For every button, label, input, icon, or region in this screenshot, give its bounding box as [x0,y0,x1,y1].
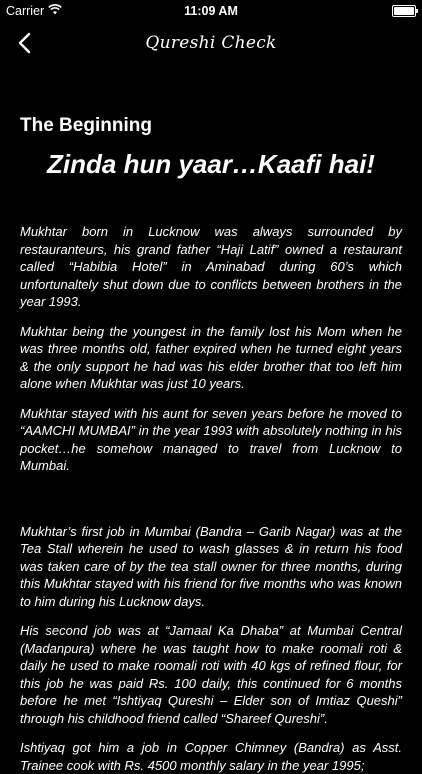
status-bar [0,0,422,22]
paragraph: Mukhtar stayed with his aunt for seven years before he moved to “AAMCHI MUMBAI” in the year 1993 with absolutely nothing in his pocket…he somehow managed to travel from Lucknow to Mumbai. [20,405,402,473]
battery-icon [392,5,416,17]
headline: Zinda hun yaar…Kaafi hai! [47,149,375,179]
nav-title: Qureshi Check [145,33,277,53]
article-content [0,115,422,774]
paragraph: His second job was at “Jamaal Ka Dhaba” at Mumbai Central (Madanpura) where he was taught how to make roomali roti & daily he used to make roomali roti with 40 kgs of refined flour, for this job he was paid Rs. 100 daily, this continued for 6 months before he met “Ishtiyaq Qureshi – Elder son of Imtiaz Queshi” through his childhood friend called “Shareef Qureshi”. [20,623,402,726]
status-right [392,5,416,17]
back-button[interactable] [14,29,38,57]
paragraph: Mukhtar born in Lucknow was always surrounded by restauranteurs, his grand father “Haji Latif” owned a restaurant called “Habibia Hotel” in Aminabad during 60’s which unfortunaltely shut down due to conflicts between brothers in the year 1993. [20,224,402,309]
paragraph: Mukhtar’s first job in Mumbai (Bandra – Garib Nagar) was at the Tea Stall wherein he used to wash glasses & in return his food was taken care of by the tea stall owner for three months, during this Mukhtar stayed with his friend for five months who was known to him during his Lucknow days. [20,523,402,609]
paragraph: Mukhtar being the youngest in the family lost his Mom when he was three months old, father expired when he turned eight years & the only support he had was his elder brother that too left him alone when Mukhtar was just 10 years. [20,323,402,391]
section-title: The Beginning [20,115,152,136]
carrier-label: Carrier [6,4,45,18]
navigation-bar [0,22,422,64]
status-time: 11:09 AM [184,4,238,18]
chevron-left-icon [14,29,38,57]
paragraph: Ishtiyaq got him a job in Copper Chimney (Bandra) as Asst. Trainee cook with Rs. 4500 monthly salary in the year 1995; [20,740,402,773]
